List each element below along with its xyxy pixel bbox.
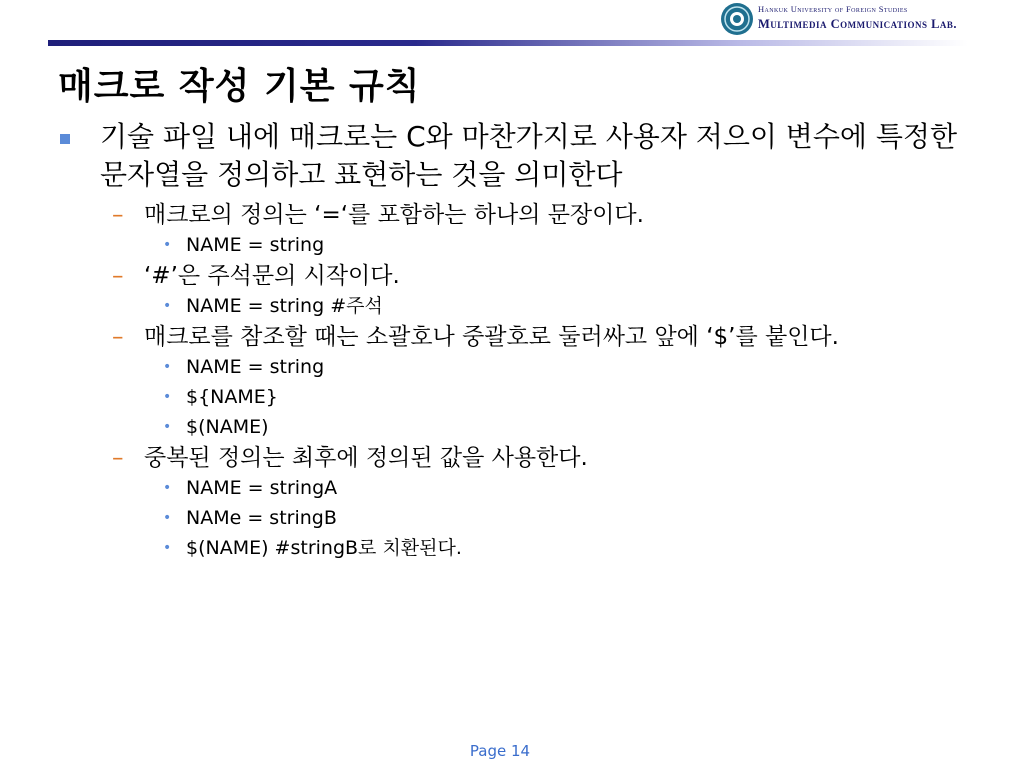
list-item <box>58 443 978 473</box>
dot-bullet-icon: • <box>163 237 172 253</box>
sub-list-item-text: NAME = stringA <box>186 477 338 499</box>
main-bullet <box>58 118 978 194</box>
sub-list-item <box>58 533 978 563</box>
list-item-text: 매크로를 참조할 때는 소괄호나 중괄호로 둘러싸고 앞에 ‘$’를 붙인다. <box>144 324 839 350</box>
university-emblem-icon <box>720 2 754 36</box>
dot-bullet-icon: • <box>163 510 172 526</box>
sub-list-item-text: NAMe = stringB <box>186 507 337 529</box>
dot-bullet-icon: • <box>163 298 172 314</box>
dot-bullet-icon: • <box>163 540 172 556</box>
slide-title: 매크로 작성 기본 규칙 <box>58 66 421 107</box>
sub-list-item <box>58 473 978 503</box>
list-item-text: 매크로의 정의는 ‘=‘를 포함하는 하나의 문장이다. <box>144 202 644 228</box>
dot-bullet-icon: • <box>163 419 172 435</box>
page-label: Page <box>469 742 507 760</box>
slide-body <box>58 118 978 563</box>
sub-list-item-text: NAME = string <box>186 356 325 378</box>
dot-bullet-icon: • <box>163 480 172 496</box>
sub-list-item <box>58 352 978 382</box>
page-number-value: 14 <box>511 742 531 760</box>
dash-bullet-icon: – <box>112 263 124 289</box>
list-item-text: 중복된 정의는 최후에 정의된 값을 사용한다. <box>144 445 588 471</box>
list-item-text: ‘#’은 주석문의 시작이다. <box>144 263 400 289</box>
sub-list-item-text: $(NAME) #stringB로 치환된다. <box>186 537 462 559</box>
dash-bullet-icon: – <box>112 445 124 471</box>
list-item <box>58 322 978 352</box>
dot-bullet-icon: • <box>163 359 172 375</box>
header-divider-bar <box>48 40 968 46</box>
sub-list-item <box>58 382 978 412</box>
lab-name: Multimedia Communications Lab. <box>758 17 958 31</box>
page-footer <box>0 742 1000 760</box>
dash-bullet-icon: – <box>112 324 124 350</box>
sub-list-item <box>58 230 978 260</box>
dot-bullet-icon: • <box>163 389 172 405</box>
sub-list-item <box>58 503 978 533</box>
list-item <box>58 261 978 291</box>
square-bullet-icon <box>60 134 70 144</box>
university-name: Hankuk University of Foreign Studies <box>758 4 908 14</box>
list-item <box>58 200 978 230</box>
header-logo <box>720 2 980 38</box>
dash-bullet-icon: – <box>112 202 124 228</box>
sub-list-item <box>58 291 978 321</box>
sub-list-item-text: NAME = string #주석 <box>186 295 383 317</box>
sub-list-item-text: $(NAME) <box>186 416 269 438</box>
sub-list-item <box>58 412 978 442</box>
sub-list-item-text: ${NAME} <box>186 386 278 408</box>
sub-list-item-text: NAME = string <box>186 234 325 256</box>
main-bullet-text: 기술 파일 내에 매크로는 C와 마찬가지로 사용자 저으이 변수에 특정한 문자열을 정의하고 표현하는 것을 의미한다 <box>100 120 958 191</box>
